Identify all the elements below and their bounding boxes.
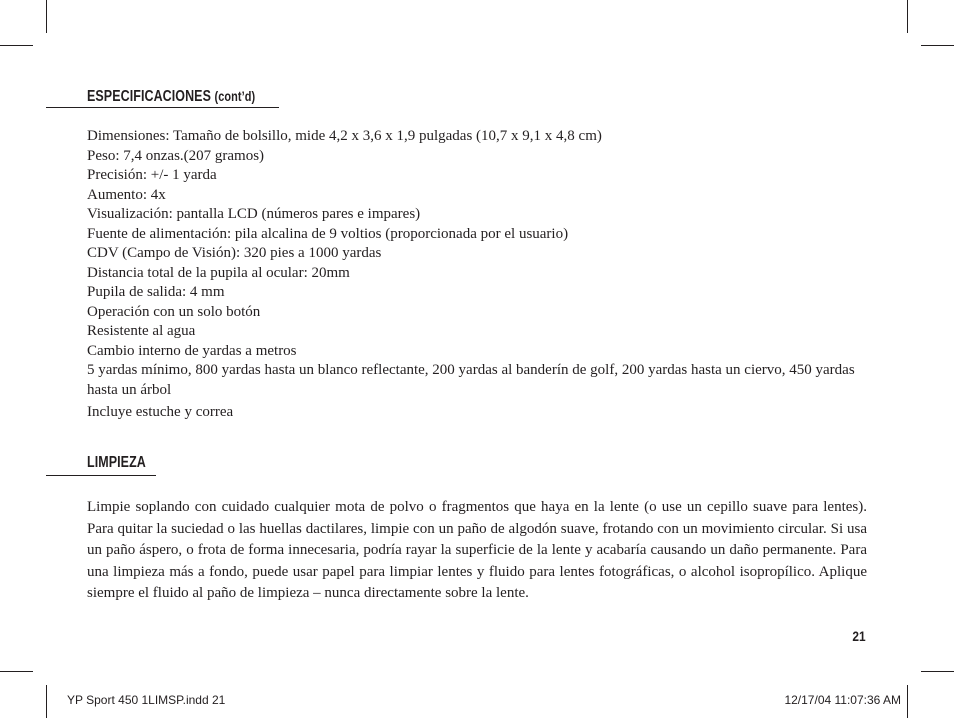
slug-filename: YP Sport 450 1LIMSP.indd 21 <box>67 693 226 707</box>
spec-item-magnification: Aumento: 4x <box>87 186 166 203</box>
slug-timestamp: 12/17/04 11:07:36 AM <box>784 693 901 707</box>
specs-heading-suffix: (cont’d) <box>214 88 256 104</box>
specs-heading <box>87 86 255 107</box>
spec-item-water-resistance: Resistente al agua <box>87 323 196 339</box>
spec-item-range: 5 yardas mínimo, 800 yardas hasta un blanco reflectante, 200 yardas al banderín de golf, 200 yardas hasta un ciervo, 450 yardas hasta un árbol <box>87 362 855 398</box>
crop-mark-top-right <box>907 0 908 33</box>
spec-item-units: Cambio interno de yardas a metros <box>87 342 297 359</box>
spec-item-accessories: Incluye estuche y correa <box>87 404 234 420</box>
crop-mark-bottom-left <box>46 685 47 718</box>
spec-item-display: Visualización: pantalla LCD (números pares e impares) <box>87 206 421 222</box>
crop-mark-bottom-left-h <box>0 671 33 672</box>
specs-heading-title: ESPECIFICACIONES <box>87 88 211 105</box>
spec-item-accuracy: Precisión: +/- 1 yarda <box>87 167 217 183</box>
crop-mark-bottom-right-h <box>921 671 954 672</box>
crop-mark-top-left <box>46 0 47 33</box>
specs-list <box>87 127 867 423</box>
cleaning-heading: LIMPIEZA <box>87 454 146 471</box>
spec-item-exit-pupil: Pupila de salida: 4 mm <box>87 284 225 300</box>
page-number: 21 <box>852 628 866 644</box>
spec-item-eye-relief: Distancia total de la pupila al ocular: 20mm <box>87 264 350 281</box>
spec-item-fov: CDV (Campo de Visión): 320 pies a 1000 yardas <box>87 245 382 261</box>
cleaning-body: Limpie soplando con cuidado cualquier mota de polvo o fragmentos que haya en la lente (o use un cepillo suave para lentes). Para quitar la suciedad o las huellas dactilares, limpie con un paño de algodón suave, frotando con un movimiento circular. Si usa un paño áspero, o frota de forma innecesaria, podría rayar la superficie de la lente y acabaría causando un daño permanente. Para una limpieza más a fondo, puede usar papel para limpiar lentes y fluido para lentes fotográficas, o alcohol isopropílico. Aplique siempre el fluido al paño de limpieza – nunca directamente sobre la lente. <box>87 499 867 602</box>
spec-item-weight: Peso: 7,4 onzas.(207 gramos) <box>87 147 265 164</box>
spec-item-dimensions: Dimensiones: Tamaño de bolsillo, mide 4,2 x 3,6 x 1,9 pulgadas (10,7 x 9,1 x 4,8 cm) <box>87 128 602 144</box>
crop-mark-top-left-h <box>0 45 33 46</box>
specs-heading-rule <box>46 107 279 108</box>
spec-item-power: Fuente de alimentación: pila alcalina de 9 voltios (proporcionada por el usuario) <box>87 225 569 242</box>
spec-item-operation: Operación con un solo botón <box>87 303 261 320</box>
crop-mark-bottom-right <box>907 685 908 718</box>
crop-mark-top-right-h <box>921 45 954 46</box>
cleaning-heading-rule <box>46 475 156 476</box>
